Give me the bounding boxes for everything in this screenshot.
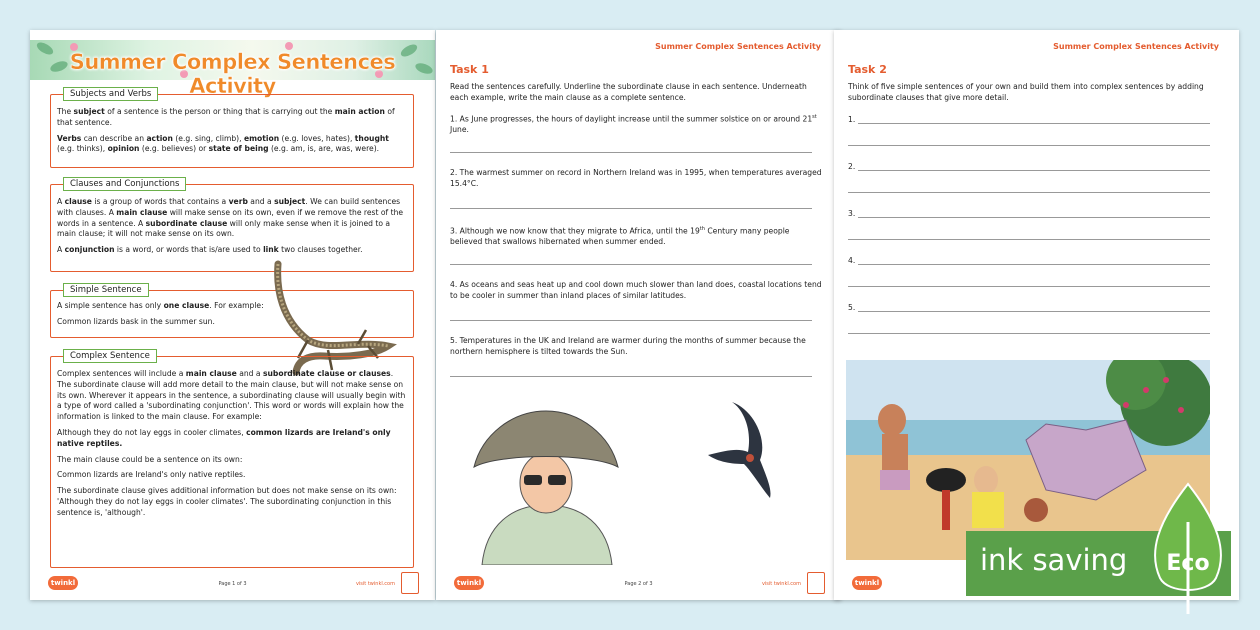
- page-footer: [30, 566, 435, 600]
- paragraph: The subject of a sentence is the person or thing that is carrying out the main action of that sentence.: [57, 107, 395, 127]
- sentence-3: 3. Although we now know that they migrate to Africa, until the 19th Century many people believed that swallows hibernated when summer ended.: [450, 226, 790, 247]
- answer-line[interactable]: [848, 192, 1210, 193]
- answer-number: 5.: [848, 303, 856, 312]
- page-header: Summer Complex Sentences Activity: [655, 42, 821, 51]
- answer-line[interactable]: [848, 239, 1210, 240]
- answer-line[interactable]: [858, 170, 1210, 171]
- answer-number: 1.: [848, 115, 856, 124]
- worksheet-page-2: [436, 30, 841, 600]
- task-heading: Task 2: [848, 63, 887, 76]
- section-heading: Simple Sentence: [63, 283, 149, 297]
- eco-badge-label: Eco: [1166, 551, 1210, 576]
- paragraph: The main clause could be a sentence on its own:: [57, 454, 243, 464]
- answer-line[interactable]: [450, 152, 812, 153]
- twinkl-logo: twinkl: [454, 576, 484, 590]
- paragraph: The subordinate clause gives additional information but does not make sense on its own: 'Although they do not lay eggs in cooler climates'. The subordinating conjunction in this sentence is, 'although'.: [57, 486, 397, 517]
- answer-line[interactable]: [450, 264, 812, 265]
- paragraph: Complex sentences will include a main clause and a subordinate clause or clauses. The subordinate clause will add more detail to the main clause, but will not make sense on its own. Wherever it appears in the sentence, a subordinating clause will usually begin with a type of word called a 'subordinating conjunction'. This word or words will explain how the information is linked to the main clause. For example:: [57, 369, 406, 422]
- paragraph: Although they do not lay eggs in cooler climates, common lizards are Ireland's only native reptiles.: [57, 427, 391, 448]
- sentence-2: 2. The warmest summer on record in Northern Ireland was in 1995, when temperatures averaged 15.4°C.: [450, 168, 822, 188]
- paragraph: A conjunction is a word, or words that is/are used to link two clauses together.: [57, 245, 363, 255]
- ink-saving-label: ink saving: [980, 543, 1128, 577]
- worksheet-page-1: [30, 30, 435, 600]
- section-heading: Clauses and Conjunctions: [63, 177, 186, 191]
- person-in-hat-illustration: [472, 405, 622, 565]
- quality-badge-icon: [807, 572, 825, 594]
- answer-line[interactable]: [858, 123, 1210, 124]
- visit-link[interactable]: visit twinkl.com: [761, 581, 801, 587]
- subjects-verbs-box: [50, 89, 414, 168]
- answer-line[interactable]: [848, 145, 1210, 146]
- paragraph: A simple sentence has only one clause. For example:: [57, 301, 264, 310]
- answer-line[interactable]: [450, 320, 812, 321]
- answer-line[interactable]: [450, 376, 812, 377]
- quality-badge-icon: [401, 572, 419, 594]
- task-heading: Task 1: [450, 63, 489, 76]
- answer-line[interactable]: [858, 217, 1210, 218]
- sentence-1: 1. As June progresses, the hours of daylight increase until the summer solstice on or around 21st June.: [450, 114, 817, 135]
- answer-line[interactable]: [848, 286, 1210, 287]
- page-footer: [436, 566, 841, 600]
- paragraph: Common lizards bask in the summer sun.: [57, 316, 215, 326]
- twinkl-logo: twinkl: [852, 576, 882, 590]
- visit-link[interactable]: visit twinkl.com: [355, 581, 395, 587]
- section-heading: Complex Sentence: [63, 349, 157, 363]
- paragraph: Verbs can describe an action (e.g. sing, climb), emotion (e.g. loves, hates), thought (e.g. thinks), opinion (e.g. believes) or state of being (e.g. am, is, are, was, were).: [57, 133, 389, 154]
- clauses-conjunctions-box: [50, 179, 414, 272]
- paragraph: Common lizards are Ireland's only native reptiles.: [57, 470, 246, 480]
- answer-number: 2.: [848, 162, 856, 171]
- task-instructions: Read the sentences carefully. Underline the subordinate clause in each sentence. Underneath each example, write the main clause as a complete sentence.: [450, 82, 807, 102]
- eco-leaf-icon: [1148, 482, 1228, 617]
- swallow-illustration: [698, 400, 778, 500]
- sentence-4: 4. As oceans and seas heat up and cool down much slower than land does, coastal locations tend to be cooler in summer than inland places of similar latitudes.: [450, 280, 822, 300]
- twinkl-logo: twinkl: [48, 576, 78, 590]
- page-number: Page 2 of 3: [624, 581, 653, 587]
- task-instructions: Think of five simple sentences of your own and build them into complex sentences by adding subordinate clauses that give more detail.: [848, 82, 1204, 102]
- answer-line[interactable]: [450, 208, 812, 209]
- page-title: Summer Complex Sentences Activity: [69, 50, 396, 98]
- page-number: Page 1 of 3: [218, 581, 247, 587]
- answer-line[interactable]: [858, 264, 1210, 265]
- sentence-5: 5. Temperatures in the UK and Ireland are warmer during the months of summer because the northern hemisphere is tilted towards the Sun.: [450, 336, 806, 356]
- answer-number: 4.: [848, 256, 856, 265]
- page-header: Summer Complex Sentences Activity: [1053, 42, 1219, 51]
- answer-line[interactable]: [848, 333, 1210, 334]
- section-heading: Subjects and Verbs: [63, 87, 158, 101]
- complex-sentence-box: [50, 351, 414, 568]
- answer-number: 3.: [848, 209, 856, 218]
- paragraph: A clause is a group of words that contains a verb and a subject. We can build sentences with clauses. A main clause will make sense on its own, even if we remove the rest of the words in a sentence. A subordinate clause will only make sense when it is joined to a main clause; it will not make sense on its own.: [57, 197, 404, 239]
- answer-line[interactable]: [858, 311, 1210, 312]
